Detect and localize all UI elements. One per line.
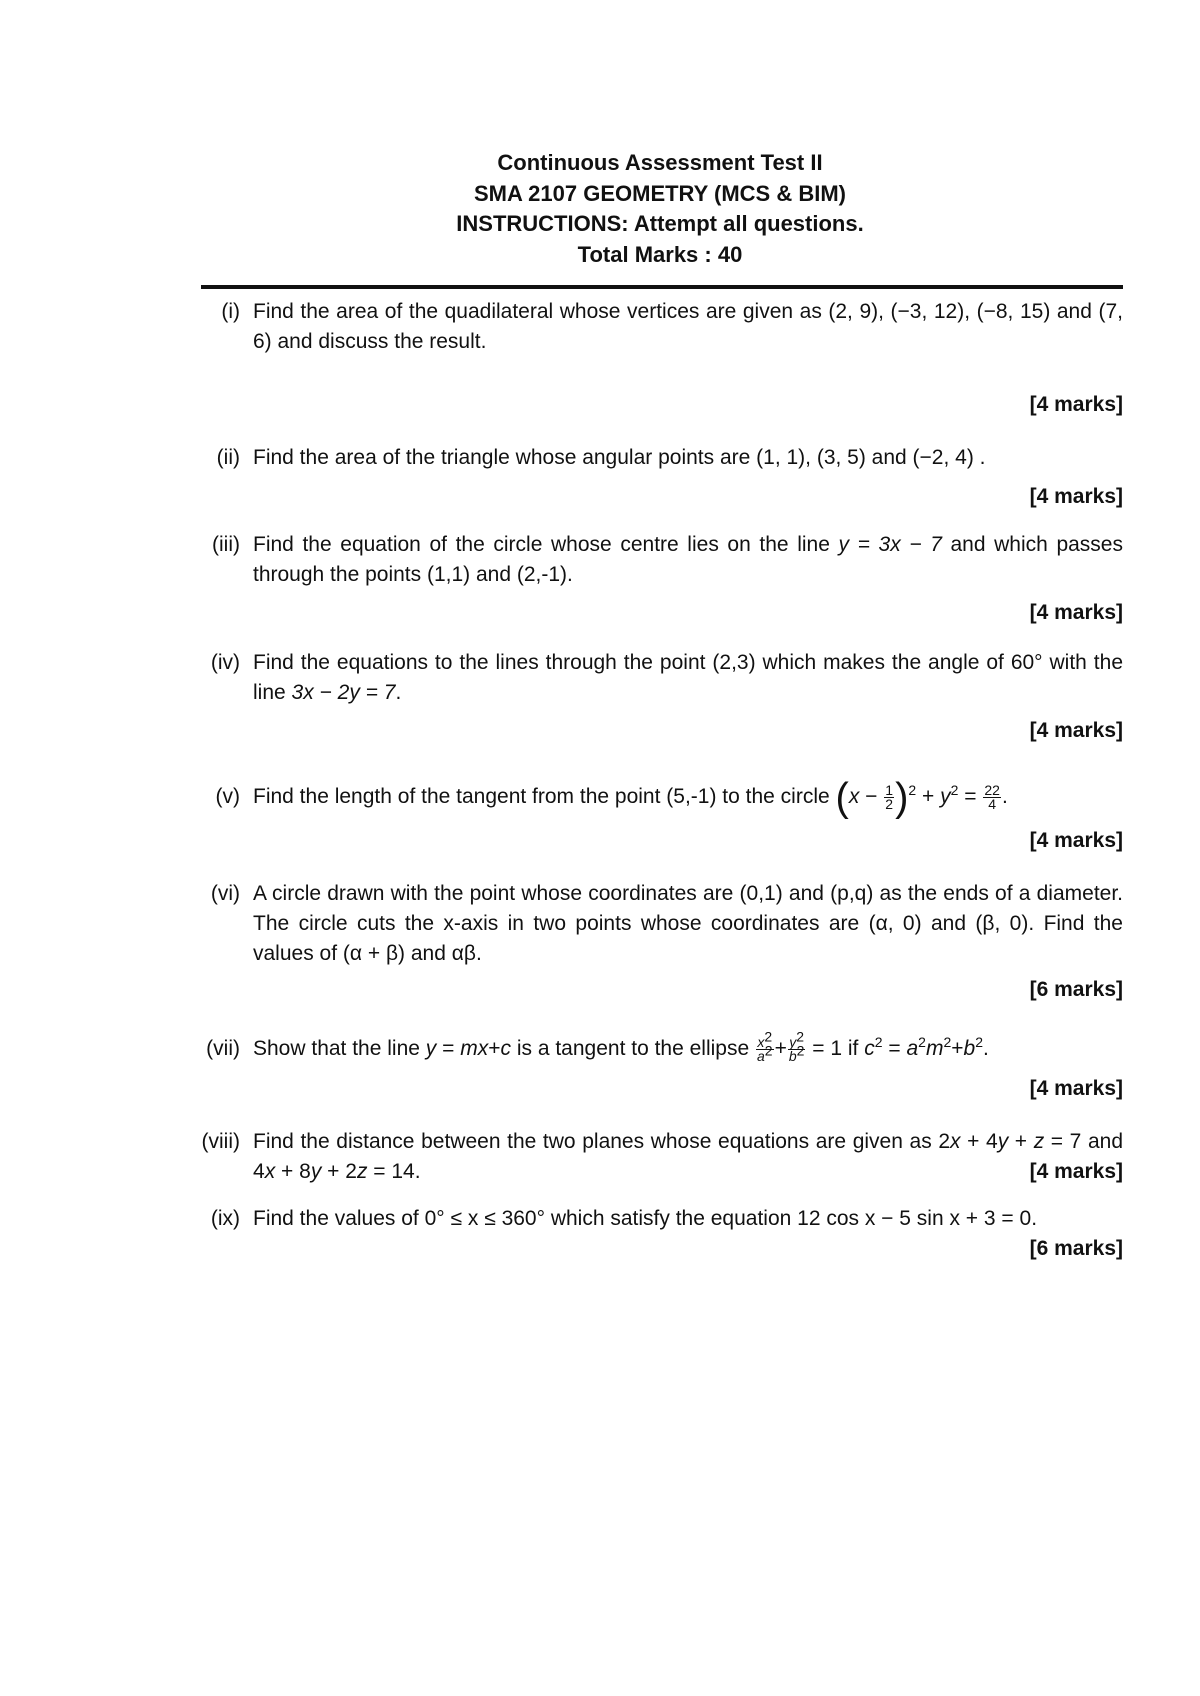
- question-number: (ii): [216, 446, 240, 469]
- math-expression: y = 3x − 7: [838, 533, 942, 556]
- question-marks: [6 marks]: [1029, 978, 1123, 1001]
- question-marks: [4 marks]: [1029, 1160, 1123, 1183]
- question-number: (vi): [210, 882, 240, 905]
- header-rule: [201, 285, 1123, 289]
- question-marks: [4 marks]: [1029, 719, 1123, 742]
- fraction: $\frac{x^2}{a^2}$: [756, 1028, 773, 1064]
- fraction: $\frac{y^2}{b^2}$: [788, 1028, 805, 1064]
- question-text: Find the equation of the circle whose centre lies on the line y = 3x − 7 and which passes through the points (1,1) and (2,-1).: [253, 533, 1123, 586]
- course-title: SMA 2107 GEOMETRY (MCS & BIM): [473, 180, 846, 206]
- test-title: Continuous Assessment Test II: [497, 150, 823, 175]
- question-number: (iv): [210, 651, 240, 674]
- instructions: INSTRUCTIONS: Attempt all questions.: [456, 211, 864, 236]
- math-expression: 3x − 2y = 7: [291, 681, 396, 704]
- question-marks: [4 marks]: [1029, 601, 1123, 624]
- question-text: Find the length of the tangent from the point (5,-1) to the circle (x − $\frac{1}{2}$ )$^2 + y^2$ = $\frac{22}{4}$ .: [253, 775, 1008, 820]
- question-number: (viii): [201, 1130, 240, 1153]
- question-marks: [6 marks]: [1029, 1237, 1123, 1260]
- question-text: Show that the line y = mx+c is a tangent to the ellipse $\frac{x^2}{a^2}$ + $\frac{y^2}{b^2}$ = 1 if $c^2 = a^2m^2+b^2$.: [253, 1028, 989, 1064]
- question-number: (ix): [210, 1207, 240, 1230]
- question-marks: [4 marks]: [1029, 393, 1123, 416]
- question-number: (i): [221, 300, 240, 323]
- question-text: Find the area of the triangle whose angular points are (1, 1), (3, 5) and (−2, 4) .: [253, 446, 986, 469]
- question-marks: [4 marks]: [1029, 485, 1123, 508]
- header: [0, 148, 1200, 270]
- question-marks: [4 marks]: [1029, 1077, 1123, 1100]
- total-marks: Total Marks : 40: [577, 241, 743, 267]
- question-text: A circle drawn with the point whose coordinates are (0,1) and (p,q) as the ends of a diameter. The circle cuts the x-axis in two points whose coordinates are (α, 0) and (β, 0). Find the values of (α + β) and αβ.: [253, 882, 1123, 965]
- fraction: $\frac{1}{2}$: [885, 781, 894, 812]
- question-text: Find the area of the quadilateral whose vertices are given as (2, 9), (−3, 12), (−8, 15) and (7, 6) and discuss the result.: [253, 300, 1123, 353]
- fraction: $\frac{22}{4}$: [984, 781, 1000, 812]
- question-number: (iii): [212, 533, 240, 556]
- question-number: (v): [215, 785, 240, 808]
- question-text: Find the values of 0° ≤ x ≤ 360° which satisfy the equation 12 cos x − 5 sin x + 3 = 0. [6 marks]: [253, 1204, 1123, 1264]
- question-number: (vii): [206, 1037, 240, 1060]
- question-text: Find the distance between the two planes whose equations are given as 2x + 4y + z = 7 and 4x + 8y + 2z = 14. [4 marks]: [253, 1127, 1123, 1187]
- question-text: Find the equations to the lines through the point (2,3) which makes the angle of 60° with the line 3x − 2y = 7.: [253, 651, 1123, 704]
- question-marks: [4 marks]: [1029, 829, 1123, 852]
